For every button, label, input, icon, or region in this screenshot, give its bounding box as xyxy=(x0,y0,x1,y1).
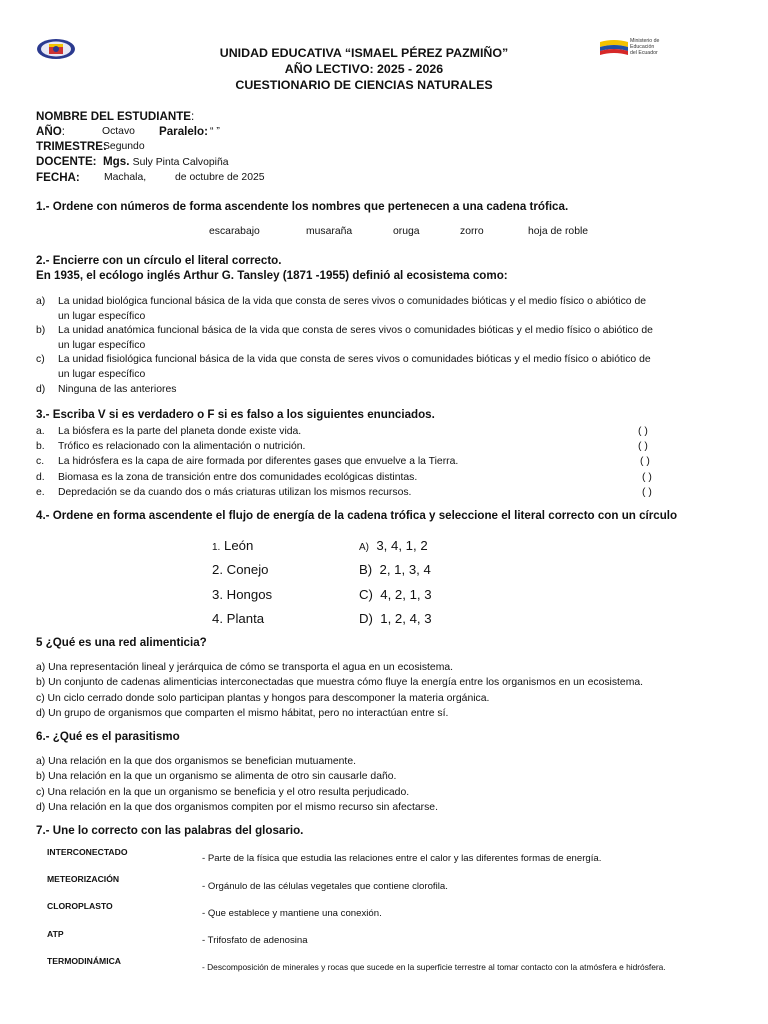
q2-subtitle: En 1935, el ecólogo inglés Arthur G. Tansley (1871 -1955) definió al ecosistema como: xyxy=(36,269,508,282)
q6-option-d[interactable]: d) Una relación en la que dos organismos compiten por el mismo recurso sin afectarse. xyxy=(36,801,438,813)
q4-left-item xyxy=(212,562,268,577)
q3-answer-blank[interactable]: ( ) xyxy=(638,426,648,437)
school-name: UNIDAD EDUCATIVA “ISMAEL PÉREZ PAZMIÑO” xyxy=(219,46,509,60)
q3-item-text: Biomasa es la zona de transición entre dos comunidades ecológicas distintas. xyxy=(58,471,418,483)
q3-item-letter: b. xyxy=(36,441,45,453)
ministry-line-1: Ministerio de xyxy=(630,38,660,44)
q3-item xyxy=(36,439,676,454)
q3-item-text: La hidrósfera es la capa de aire formada por diferentes gases que envuelve a la Tierra. xyxy=(58,456,459,468)
q1-title: 1.- Ordene con números de forma ascendente los nombres que pertenecen a una cadena trófica. xyxy=(36,200,569,213)
q3-answer-blank[interactable]: ( ) xyxy=(642,486,652,498)
q5-option-d[interactable]: d) Un grupo de organismos que comparten el mismo hábitat, pero no interactúan entre sí. xyxy=(36,707,449,719)
ministry-line-2: Educación xyxy=(630,44,655,50)
q2-option-a[interactable] xyxy=(36,295,736,324)
q1-word: zorro xyxy=(460,226,484,237)
q5-title: 5 ¿Qué es una red alimenticia? xyxy=(36,636,207,649)
q4-left-text: León xyxy=(224,538,254,553)
q7-title: 7.- Une lo correcto con las palabras del glosario. xyxy=(36,824,304,837)
q2-options xyxy=(36,295,736,397)
q3-items xyxy=(36,424,676,500)
q2-option-text: La unidad anatómica funcional básica de la vida que consta de seres vivos o comunidades bióticas y el medio físico o abiótico de xyxy=(58,325,653,337)
q3-item-letter: c. xyxy=(36,456,45,468)
q2-option-letter: d) xyxy=(36,383,46,395)
q2-option-text: La unidad fisiológica funcional básica de la vida que consta de seres vivos o comunidades bióticas y el medio físico o abiótico de xyxy=(58,354,651,366)
year-value: Octavo xyxy=(102,126,135,137)
q6-option-b[interactable]: b) Una relación en la que un organismo se alimenta de otro sin causarle daño. xyxy=(36,771,397,783)
date-label: FECHA: xyxy=(36,171,80,184)
q5-option-b[interactable]: b) Un conjunto de cadenas alimenticias interconectadas que muestra cómo fluye la energía entre los organismos en un ecosistema. xyxy=(36,677,644,689)
q4-left-num: 4. xyxy=(212,611,223,626)
q3-item-letter: e. xyxy=(36,486,45,498)
trimester-label: TRIMESTRE: xyxy=(36,140,107,153)
q4-option-letter: A) xyxy=(359,542,369,553)
q4-option-a[interactable] xyxy=(359,538,428,553)
q7-definition[interactable]: - Trifosfato de adenosina xyxy=(202,935,308,946)
q4-option-c[interactable] xyxy=(359,587,432,602)
q6-option-c[interactable]: c) Una relación en la que un organismo se beneficia y el otro resulta perjudicado. xyxy=(36,786,410,798)
q2-title: 2.- Encierre con un círculo el literal correcto. xyxy=(36,254,282,267)
q3-item xyxy=(36,454,676,469)
q3-answer-blank[interactable]: ( ) xyxy=(640,456,650,468)
q4-left-item xyxy=(212,587,272,602)
q3-item xyxy=(36,424,676,439)
ministry-line-3: del Ecuador xyxy=(630,50,658,56)
q4-left-num: 3. xyxy=(212,587,223,602)
student-name-label: NOMBRE DEL ESTUDIANTE xyxy=(36,110,192,123)
q4-option-letter: B) xyxy=(359,562,373,577)
q4-option-text: 2, 1, 3, 4 xyxy=(379,562,431,577)
student-name-row xyxy=(36,110,194,123)
q2-option-letter: c) xyxy=(36,354,45,366)
q2-option-c[interactable] xyxy=(36,353,736,382)
q3-title: 3.- Escriba V si es verdadero o F si es falso a los siguientes enunciados. xyxy=(36,408,435,421)
q7-definition[interactable]: - Orgánulo de las células vegetales que contiene clorofila. xyxy=(202,881,448,892)
q4-option-text: 1, 2, 4, 3 xyxy=(380,611,432,626)
year-colon: : xyxy=(61,125,65,138)
school-year: AÑO LECTIVO: 2025 - 2026 xyxy=(284,62,444,76)
q1-word: escarabajo xyxy=(209,226,260,237)
q4-left-text: Conejo xyxy=(226,562,269,577)
q2-option-text: La unidad biológica funcional básica de la vida que consta de seres vivos o comunidades bióticas y el medio físico o abiótico de xyxy=(58,296,647,307)
teacher-name: Suly Pinta Calvopiña xyxy=(132,157,229,168)
date-place: Machala, xyxy=(104,172,147,183)
q5-options xyxy=(36,660,643,721)
q7-definition[interactable]: - Que establece y mantiene una conexión. xyxy=(202,908,382,919)
q6-option-a[interactable]: a) Una relación en la que dos organismos se benefician mutuamente. xyxy=(36,756,356,767)
q7-definition[interactable]: - Parte de la física que estudia las relaciones entre el calor y las diferentes formas de energía. xyxy=(202,853,602,864)
q3-item xyxy=(36,485,676,500)
q4-option-letter: D) xyxy=(359,611,373,626)
q7-term[interactable]: METEORIZACIÓN xyxy=(47,874,120,884)
q2-option-text-cont: un lugar específico xyxy=(58,339,146,351)
q2-option-text-cont: un lugar específico xyxy=(58,310,146,322)
q7-term[interactable]: ATP xyxy=(47,929,64,939)
q7-definition[interactable]: - Descomposición de minerales y rocas que sucede en la superficie terrestre al tomar contacto con la atmósfera e hidrósfera. xyxy=(202,962,666,972)
q4-option-text: 3, 4, 1, 2 xyxy=(376,538,428,553)
q1-word: musaraña xyxy=(306,226,353,237)
year-label: AÑO xyxy=(36,125,62,138)
q3-item-text: La biósfera es la parte del planeta donde existe vida. xyxy=(58,426,302,437)
q4-title: 4.- Ordene en forma ascendente el flujo de energía de la cadena trófica y seleccione el literal correcto con un círculo xyxy=(36,509,678,522)
q4-left-text: Hongos xyxy=(226,587,273,602)
q3-item-letter: d. xyxy=(36,471,45,483)
q6-options xyxy=(36,754,438,815)
paralelo-label: Paralelo: xyxy=(159,125,208,138)
q2-option-d[interactable] xyxy=(36,383,736,398)
q4-option-b[interactable] xyxy=(359,562,431,577)
q1-word: hoja de roble xyxy=(528,226,589,237)
paralelo-value: “ ” xyxy=(210,126,220,137)
q7-term[interactable]: CLOROPLASTO xyxy=(47,901,113,911)
q3-item xyxy=(36,470,676,485)
date-value: de octubre de 2025 xyxy=(175,172,265,183)
q2-option-b[interactable] xyxy=(36,324,736,353)
teacher-title: Mgs. xyxy=(103,155,130,168)
q4-left-num: 2. xyxy=(212,562,223,577)
q2-option-letter: b) xyxy=(36,325,46,337)
q7-term[interactable]: INTERCONECTADO xyxy=(47,847,128,857)
q3-answer-blank[interactable]: ( ) xyxy=(642,471,652,483)
q2-option-text-cont: un lugar específico xyxy=(58,368,146,380)
document-title: CUESTIONARIO DE CIENCIAS NATURALES xyxy=(235,78,493,92)
q5-option-a[interactable]: a) Una representación lineal y jerárquica de cómo se transporta el agua en un ecosistema. xyxy=(36,662,454,673)
q3-item-letter: a. xyxy=(36,426,45,437)
q3-answer-blank[interactable]: ( ) xyxy=(638,441,648,453)
q4-left-item xyxy=(212,611,264,626)
q5-option-c[interactable]: c) Un ciclo cerrado donde solo participan plantas y hongos para descomponer la materia orgánica. xyxy=(36,692,490,704)
q3-item-text: Depredación se da cuando dos o más criaturas utilizan los mismos recursos. xyxy=(58,486,412,498)
q4-left-text: Planta xyxy=(226,611,265,626)
q4-left-item xyxy=(212,538,253,553)
q2-option-letter: a) xyxy=(36,296,46,307)
year-row xyxy=(36,125,65,138)
q4-left-num: 1. xyxy=(212,542,221,553)
student-name-colon: : xyxy=(191,110,195,123)
trimester-value: Segundo xyxy=(103,141,145,152)
q4-option-d[interactable] xyxy=(359,611,432,626)
q4-option-letter: C) xyxy=(359,587,373,602)
q7-term[interactable]: TERMODINÁMICA xyxy=(47,956,121,966)
q2-option-text: Ninguna de las anteriores xyxy=(58,383,177,395)
q4-option-text: 4, 2, 1, 3 xyxy=(380,587,432,602)
q6-title: 6.- ¿Qué es el parasitismo xyxy=(36,730,180,743)
q3-item-text: Trófico es relacionado con la alimentación o nutrición. xyxy=(58,441,306,453)
teacher-label: DOCENTE: xyxy=(36,155,97,168)
q1-word: oruga xyxy=(393,226,420,237)
teacher-row xyxy=(103,155,229,168)
